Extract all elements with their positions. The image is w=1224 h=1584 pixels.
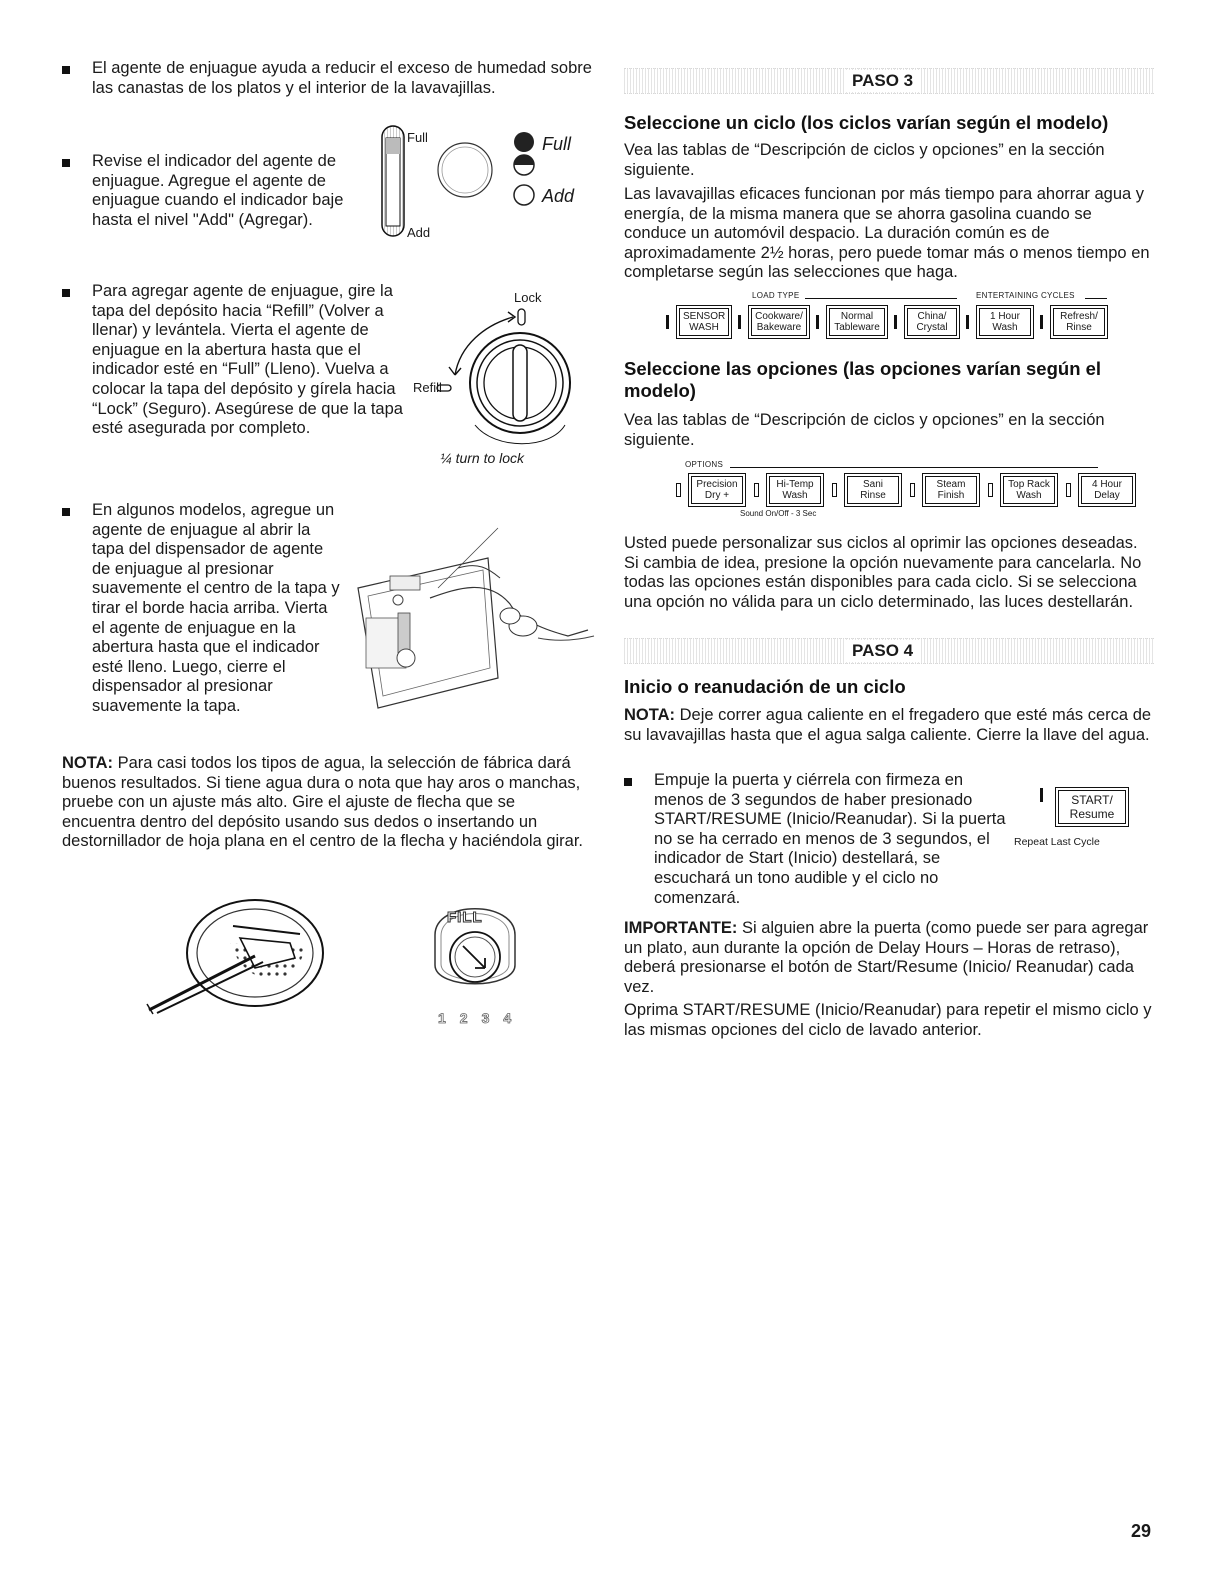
- quarter-turn-caption: ¼ turn to lock: [440, 450, 525, 466]
- option-led: [832, 483, 837, 497]
- bullet-marker: [62, 508, 70, 516]
- start-nota: [624, 706, 1154, 745]
- hi-temp-wash-button[interactable]: Hi-Temp Wash: [769, 476, 821, 504]
- top-rack-wash-button[interactable]: Top Rack Wash: [1003, 476, 1055, 504]
- dispenser-cap-figure: [415, 285, 585, 465]
- nota-label: NOTA:: [62, 754, 114, 772]
- cycle-led: [894, 315, 897, 329]
- nota-label: NOTA:: [624, 706, 676, 724]
- cycle-led: [816, 315, 819, 329]
- entertaining-line: [1085, 298, 1107, 299]
- adjuster-number: 1: [438, 1010, 446, 1026]
- entertaining-label: [976, 291, 1075, 300]
- sound-hint: Sound On/Off - 3 Sec: [740, 509, 817, 518]
- options-label: [685, 460, 723, 469]
- cycle-duration-text: Las lavavajillas eficaces funcionan por más tiempo para ahorrar agua y energía, de la misma manera que se ahorra gasolina cuando se conduce un automóvil despacio. La duración común es de aproximadamente 2½ horas, pero puede tomar más o menos tiempo en completarse según las selecciones que haga.: [624, 185, 1150, 282]
- option-led: [1066, 483, 1071, 497]
- dispenser-lid-text: En algunos modelos, agregue un agente de enjuague al abrir la tapa del dispensador de agente de enjuague al presionar suavemente el centro de la tapa y tirar el borde hacia arriba. Vierta el agente de enjuague en la abertura hasta que el indicador esté lleno. Luego, cierre el dispensador al presionar suavemente la tapa.: [92, 501, 340, 715]
- options-heading: Seleccione las opciones (las opciones varían según el modelo): [624, 358, 1102, 401]
- option-led: [754, 483, 759, 497]
- important-body: Si alguien abre la puerta (como puede ser para agregar un plato, aun durante la opción de Delay Hours – Horas de retraso), deberá presionarse el botón de Start/Resume (Inicio/ Reanudar) cada vez.: [624, 919, 1149, 996]
- china-crystal-button[interactable]: China/ Crystal: [907, 308, 957, 336]
- check-indicator-text: Revise el indicador del agente de enjuague. Agregue el agente de enjuague cuando el indicador baje hasta el nivel "Add" (Agregar).: [92, 152, 344, 229]
- cycle-buttons-row: [666, 308, 1114, 336]
- one-hour-wash-button[interactable]: 1 Hour Wash: [979, 308, 1031, 336]
- adjuster-number: 3: [481, 1010, 490, 1026]
- dispenser-hand-figure: [338, 518, 596, 718]
- cycle-led: [1040, 315, 1043, 329]
- lock-label: Lock: [514, 290, 542, 305]
- nota-text: Deje correr agua caliente en el fregadero que esté más cerca de su lavavajillas hasta que el agua salga caliente. Cierre la llave del agua.: [624, 706, 1152, 744]
- cookware-bakeware-button[interactable]: Cookware/ Bakeware: [751, 308, 807, 336]
- fill-label: FILL: [447, 909, 483, 926]
- paso3-heading: PASO 3: [846, 70, 919, 92]
- steam-finish-button[interactable]: Steam Finish: [925, 476, 977, 504]
- start-bullet-text: [654, 771, 1074, 908]
- bullet-marker: [62, 289, 70, 297]
- entertaining-text: ENTERTAINING CYCLES: [976, 291, 1075, 300]
- indicator-add-label: Add: [407, 225, 431, 240]
- four-hour-delay-button[interactable]: 4 Hour Delay: [1081, 476, 1133, 504]
- rinse-aid-intro: El agente de enjuague ayuda a reducir el exceso de humedad sobre las canastas de los platos y el interior de la lavavajillas.: [92, 59, 592, 97]
- refresh-rinse-button[interactable]: Refresh/ Rinse: [1053, 308, 1105, 336]
- page-number: 29: [1131, 1521, 1152, 1541]
- nota-text: Para casi todos los tipos de agua, la selección de fábrica dará buenos resultados. Si tiene agua dura o nota que hay aros o manchas, pruebe con un ajuste más alto. Gire el ajuste de flecha que se encuentra dentro del depósito usando sus dedos o insertando un destornillador de hoja plana en el centro de la flecha y haciéndola girar.: [62, 754, 584, 851]
- adjuster-number: 2: [459, 1010, 468, 1026]
- lock-symbol: [518, 309, 525, 325]
- sani-rinse-button[interactable]: Sani Rinse: [847, 476, 899, 504]
- refill-label: Refill: [413, 380, 442, 395]
- bullet-marker: [62, 159, 70, 167]
- add-label: Add: [542, 186, 575, 206]
- cap-grip: [513, 345, 527, 421]
- add-rinse-aid-text: Para agregar agente de enjuague, gire la tapa del depósito hacia “Refill” (Volver a llenar) y levántela. Vierta el agente de enjuague en la abertura hasta que el indicador esté en “Full” (Lleno). Vuelva a colocar la tapa del depósito y gírela hacia “Lock” (Seguro). Asegúrese de que la tapa esté asegurada por completo.: [92, 282, 403, 438]
- option-led: [676, 483, 681, 497]
- start-resume-button[interactable]: START/ Resume: [1058, 790, 1126, 824]
- bullet-marker: [62, 66, 70, 74]
- start-bullet-content: Empuje la puerta y ciérrela con firmeza en menos de 3 segundos de haber presionado START/RESUME (Inicio/Reanudar). Si la puerta no se ha cerrado en menos de 3 segundos, el indicador de Start (Inicio) destellará, se escuchará un tono audible y el ciclo no comenzará.: [654, 771, 1006, 907]
- repeat-cycle-text: Oprima START/RESUME (Inicio/Reanudar) para repetir el mismo ciclo y las mismas opciones del ciclo de lavado anterior.: [624, 1001, 1152, 1039]
- full-dot: [514, 132, 534, 152]
- important-label: IMPORTANTE:: [624, 919, 738, 937]
- indicator-full-label: Full: [407, 130, 428, 145]
- load-type-line: [805, 298, 957, 299]
- paso4-heading: PASO 4: [846, 640, 919, 662]
- normal-tableware-button[interactable]: Normal Tableware: [829, 308, 885, 336]
- fill-adjuster-figure: [425, 890, 525, 1010]
- rinse-nota: [62, 754, 590, 852]
- cycle-led: [966, 315, 969, 329]
- cycle-led: [738, 315, 741, 329]
- options-text: OPTIONS: [685, 460, 724, 469]
- load-type-text: LOAD TYPE: [752, 291, 800, 300]
- full-label: Full: [542, 134, 572, 154]
- indicator-window: [438, 143, 492, 197]
- load-type-label: [752, 291, 799, 300]
- cycle-led: [666, 315, 669, 329]
- adjuster-numbers: [438, 1010, 511, 1026]
- options-intro: Vea las tablas de “Descripción de ciclos y opciones” en la sección siguiente.: [624, 411, 1105, 449]
- sensor-wash-button[interactable]: SENSOR WASH: [679, 308, 729, 336]
- precision-dry-button[interactable]: Precision Dry +: [691, 476, 743, 504]
- start-heading: Inicio o reanudación de un ciclo: [624, 676, 906, 697]
- repeat-last-cycle-label: Repeat Last Cycle: [1014, 836, 1100, 848]
- option-led: [910, 483, 915, 497]
- customize-text: Usted puede personalizar sus ciclos al oprimir las opciones deseadas. Si cambia de idea, presione la opción nuevamente para cancelarla. No todas las opciones están disponibles para cada ciclo. Si se selecciona una opción no válida para un ciclo determinado, las luces destellarán.: [624, 534, 1142, 611]
- cycle-intro: Vea las tablas de “Descripción de ciclos y opciones” en la sección siguiente.: [624, 141, 1105, 179]
- adjuster-number: 4: [503, 1010, 512, 1026]
- important-text: [624, 919, 1154, 997]
- option-led: [988, 483, 993, 497]
- options-line: [730, 467, 1098, 468]
- start-led: [1040, 788, 1043, 802]
- options-buttons-row: [676, 476, 1133, 504]
- add-dot: [514, 185, 534, 205]
- cycle-heading: Seleccione un ciclo (los ciclos varían según el modelo): [624, 112, 1109, 133]
- bullet-marker: [624, 778, 632, 786]
- screwdriver-adjust-figure: [145, 898, 335, 1016]
